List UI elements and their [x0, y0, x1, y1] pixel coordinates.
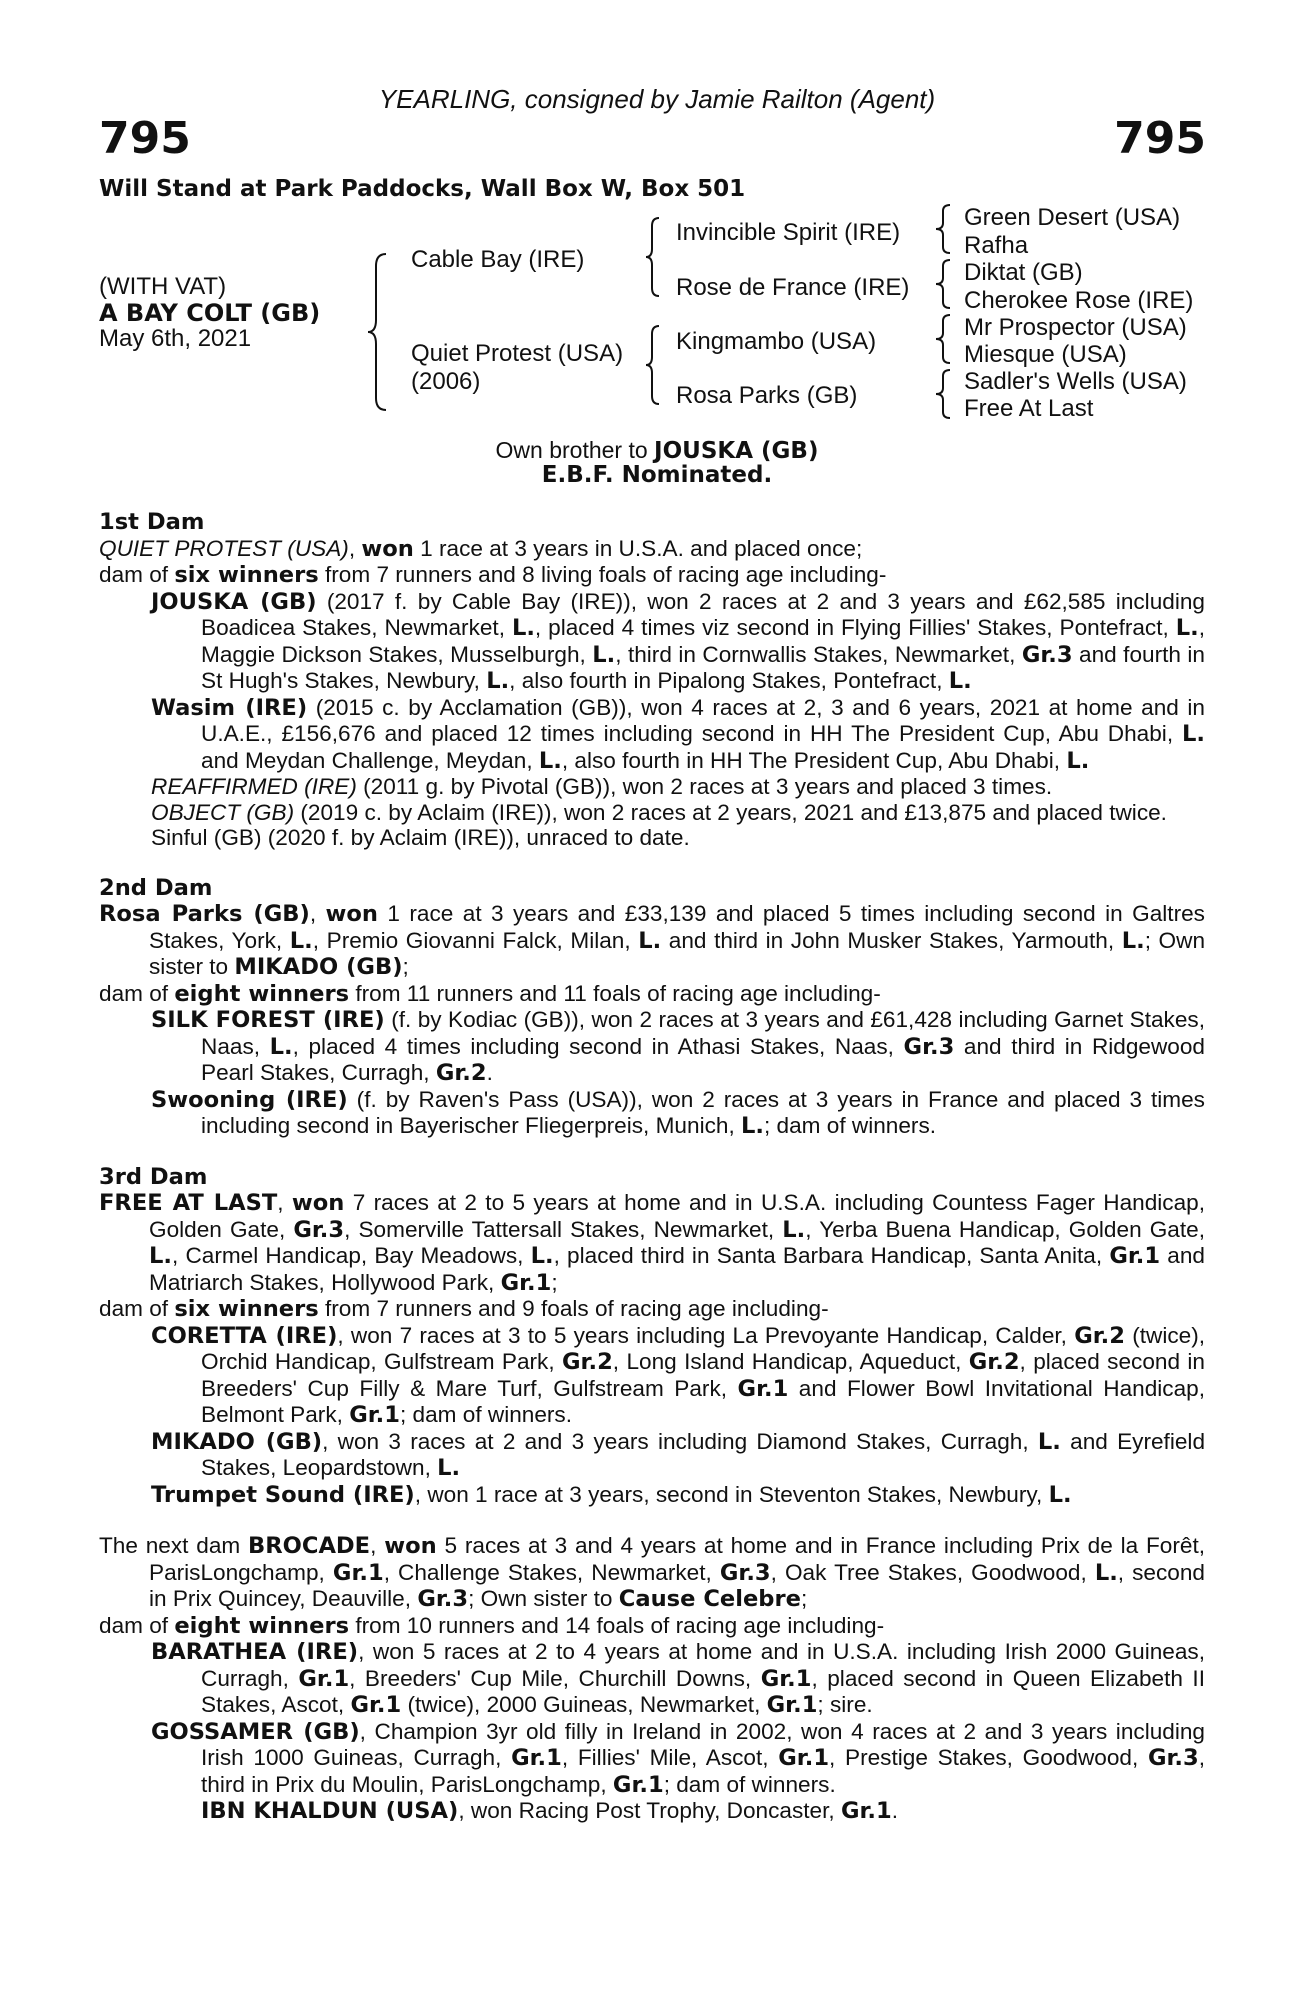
dam3-progeny-name: MIKADO (GB): [151, 1428, 323, 1455]
dam1-progeny-4: Sinful (GB) (2020 f. by Aclaim (IRE)), unraced to date.: [151, 825, 690, 850]
dam3-progeny-list: [99, 1323, 1205, 1509]
nextdam-progeny-name: IBN KHALDUN (USA): [201, 1798, 459, 1824]
own-brother-note: [0, 437, 1314, 464]
nextdam-progeny-list: [99, 1639, 1205, 1825]
dam2-winners-count: eight winners: [174, 980, 350, 1007]
dam2-produce-summary: dam of eight winners from 11 runners and 11 foals of racing age including-: [99, 980, 881, 1007]
dam2-heading: 2nd Dam: [99, 874, 213, 901]
pedigree-g1: Green Desert (USA): [964, 204, 1181, 231]
dam1-record: QUIET PROTEST (USA), won 1 race at 3 years in U.S.A. and placed once;: [99, 535, 863, 562]
pedigree-brace-g2: [934, 258, 954, 310]
dam1-progeny-name: Sinful (GB): [151, 825, 262, 850]
dam1-winners-count: six winners: [174, 562, 319, 588]
dam3-progeny-name: CORETTA (IRE): [151, 1322, 338, 1349]
pedigree-dam: Quiet Protest (USA): [411, 340, 624, 367]
dam3-name: FREE AT LAST: [99, 1190, 278, 1216]
ebf-note: E.B.F. Nominated.: [541, 462, 773, 488]
dam3-progeny-name: Trumpet Sound (IRE): [151, 1481, 415, 1508]
nextdam-produce-summary: dam of eight winners from 10 runners and 14 foals of racing age including-: [99, 1612, 885, 1639]
stabling-location: Will Stand at Park Paddocks, Wall Box W, Box 501: [99, 176, 746, 202]
pedigree-brace-main: [366, 252, 390, 412]
pedigree-g4: Cherokee Rose (IRE): [964, 287, 1194, 314]
pedigree-brace-g1: [934, 203, 954, 255]
dam1-record-text: 1 race at 3 years in U.S.A. and placed once;: [413, 535, 863, 561]
dam1-progeny-name: Wasim (IRE): [151, 694, 308, 721]
nextdam-progeny-1: GOSSAMER (GB), Champion 3yr old filly in Ireland in 2002, won 4 races at 2 and 3 years including Irish 1000 Guineas, Curragh, Gr.1, Fillies' Mile, Ascot, Gr.1, Prestige Stakes, Goodwood, Gr.3, third in Prix du Moulin, ParisLongchamp, Gr.1; dam of winners.: [151, 1718, 1205, 1798]
dam3-progeny-2: Trumpet Sound (IRE), won 1 race at 3 years, second in Steventon Stakes, Newbury, L.: [151, 1481, 1072, 1508]
vat-note: (WITH VAT): [99, 273, 227, 300]
dam1-won: won: [361, 535, 414, 562]
nextdam-record: The next dam BROCADE, won 5 races at 3 and 4 years at home and in France including Prix de la Forêt, ParisLongchamp, Gr.1, Challenge Stakes, Newmarket, Gr.3, Oak Tree Stakes, Goodwood, L., second in Prix Quincey, Deauville, Gr.3; Own sister to Cause Celebre;: [99, 1533, 1206, 1612]
dam1-progeny-1: Wasim (IRE) (2015 c. by Acclamation (GB)), won 4 races at 2, 3 and 6 years, 2021 at home and in U.A.E., £156,676 and placed 12 times including second in HH The President Cup, Abu Dhabi, L. and Meydan Challenge, Meydan, L., also fourth in HH The President Cup, Abu Dhabi, L.: [151, 694, 1205, 774]
dam1-progeny-name: JOUSKA (GB): [151, 588, 317, 615]
dam3-heading: 3rd Dam: [99, 1163, 208, 1190]
dam2-name: Rosa Parks (GB): [99, 901, 310, 927]
nextdam-progeny-0: BARATHEA (IRE), won 5 races at 2 to 4 years at home and in U.S.A. including Irish 2000 Guineas, Curragh, Gr.1, Breeders' Cup Mile, Churchill Downs, Gr.1, placed second in Queen Elizabeth II Stakes, Ascot, Gr.1 (twice), 2000 Guineas, Newmarket, Gr.1; sire.: [151, 1639, 1205, 1718]
dam3-progeny-1: MIKADO (GB), won 3 races at 2 and 3 years including Diamond Stakes, Curragh, L. and Eyrefield Stakes, Leopardstown, L.: [151, 1428, 1206, 1481]
pedigree-g2: Rafha: [964, 232, 1029, 259]
pedigree-dam-year: (2006): [411, 368, 481, 395]
dam1-produce-summary: dam of six winners from 7 runners and 8 living foals of racing age including-: [99, 562, 887, 588]
lot-title: A BAY COLT (GB): [99, 299, 321, 327]
pedigree-g7: Sadler's Wells (USA): [964, 368, 1187, 395]
lot-number-left: 795: [99, 113, 191, 164]
pedigree-g5: Mr Prospector (USA): [964, 314, 1187, 341]
dam2-progeny-name: SILK FOREST (IRE): [151, 1007, 385, 1033]
dam2-progeny-0: SILK FOREST (IRE) (f. by Kodiac (GB)), won 2 races at 3 years and £61,428 including Garnet Stakes, Naas, L., placed 4 times including second in Athasi Stakes, Naas, Gr.3 and third in Ridgewood Pearl Stakes, Curragh, Gr.2.: [151, 1007, 1206, 1086]
dam1-progeny-name: OBJECT (GB): [151, 799, 295, 825]
dam1-progeny-name: REAFFIRMED (IRE): [151, 774, 357, 799]
dam1-progeny-3: OBJECT (GB) (2019 c. by Aclaim (IRE)), won 2 races at 2 years, 2021 and £13,875 and placed twice.: [151, 799, 1167, 825]
pedigree-brace-dam: [644, 324, 662, 406]
dam3-produce-summary: dam of six winners from 7 runners and 9 foals of racing age including-: [99, 1296, 829, 1322]
consignor-line: YEARLING, consigned by Jamie Railton (Agent): [378, 84, 936, 114]
dam2-record: Rosa Parks (GB), won 1 race at 3 years and £33,139 and placed 5 times including second in Galtres Stakes, York, L., Premio Giovanni Falck, Milan, L. and third in John Musker Stakes, Yarmouth, L.; Own sister to MIKADO (GB);: [99, 901, 1206, 980]
own-brother-prefix: Own brother to: [495, 437, 655, 463]
dam-sections: [99, 510, 1205, 1825]
nextdam-progeny-name: BARATHEA (IRE): [151, 1639, 359, 1665]
pedigree-sire-dam: Rose de France (IRE): [676, 274, 910, 301]
pedigree-dam-dam: Rosa Parks (GB): [676, 382, 858, 409]
pedigree-g6: Miesque (USA): [964, 341, 1127, 368]
dam2-progeny-name: Swooning (IRE): [151, 1086, 348, 1113]
nextdam-progeny-2: IBN KHALDUN (USA), won Racing Post Trophy, Doncaster, Gr.1.: [201, 1798, 899, 1824]
lot-number-right: 795: [1114, 113, 1206, 164]
pedigree-brace-g3: [934, 313, 954, 365]
nextdam-winners-count: eight winners: [174, 1612, 350, 1639]
pedigree-g3: Diktat (GB): [964, 259, 1083, 286]
dam1-heading: 1st Dam: [99, 509, 205, 535]
own-brother-name: JOUSKA (GB): [654, 438, 819, 464]
dam3-winners-count: six winners: [174, 1296, 319, 1322]
dam1-name: QUIET PROTEST (USA): [99, 535, 349, 561]
nextdam-progeny-name: GOSSAMER (GB): [151, 1718, 360, 1745]
dam1-progeny-2: REAFFIRMED (IRE) (2011 g. by Pivotal (GB)), won 2 races at 3 years and placed 3 times.: [151, 774, 1053, 799]
dam1-progeny-list: [99, 589, 1205, 851]
dam2-progeny-list: [99, 1007, 1205, 1140]
dam2-progeny-1: Swooning (IRE) (f. by Raven's Pass (USA)), won 2 races at 3 years in France and placed 3 times including second in Bayerischer Fliegerpreis, Munich, L.; dam of winners.: [151, 1086, 1205, 1139]
dam3-record: FREE AT LAST, won 7 races at 2 to 5 years at home and in U.S.A. including Countess Fager Handicap, Golden Gate, Gr.3, Somerville Tattersall Stakes, Newmarket, L., Yerba Buena Handicap, Golden Gate, L., Carmel Handicap, Bay Meadows, L., placed third in Santa Barbara Handicap, Santa Anita, Gr.1 and Matriarch Stakes, Hollywood Park, Gr.1;: [99, 1190, 1205, 1296]
pedigree-g8: Free At Last: [964, 395, 1094, 422]
nextdam-name: BROCADE: [248, 1533, 371, 1559]
dam3-progeny-0: CORETTA (IRE), won 7 races at 3 to 5 years including La Prevoyante Handicap, Calder, Gr.2 (twice), Orchid Handicap, Gulfstream Park, Gr.2, Long Island Handicap, Aqueduct, Gr.2, placed second in Breeders' Cup Filly & Mare Turf, Gulfstream Park, Gr.1 and Flower Bowl Invitational Handicap, Belmont Park, Gr.1; dam of winners.: [151, 1322, 1206, 1428]
pedigree-sire-sire: Invincible Spirit (IRE): [676, 219, 901, 246]
pedigree-dam-sire: Kingmambo (USA): [676, 328, 877, 355]
pedigree-brace-sire: [644, 216, 662, 298]
pedigree-sire: Cable Bay (IRE): [411, 246, 585, 273]
dam1-progeny-0: JOUSKA (GB) (2017 f. by Cable Bay (IRE)), won 2 races at 2 and 3 years and £62,585 including Boadicea Stakes, Newmarket, L., placed 4 times viz second in Flying Fillies' Stakes, Pontefract, L., Maggie Dickson Stakes, Musselburgh, L., third in Cornwallis Stakes, Newmarket, Gr.3 and fourth in St Hugh's Stakes, Newbury, L., also fourth in Pipalong Stakes, Pontefract, L.: [151, 588, 1205, 694]
pedigree-brace-g4: [934, 368, 954, 420]
foaling-date: May 6th, 2021: [99, 325, 252, 352]
